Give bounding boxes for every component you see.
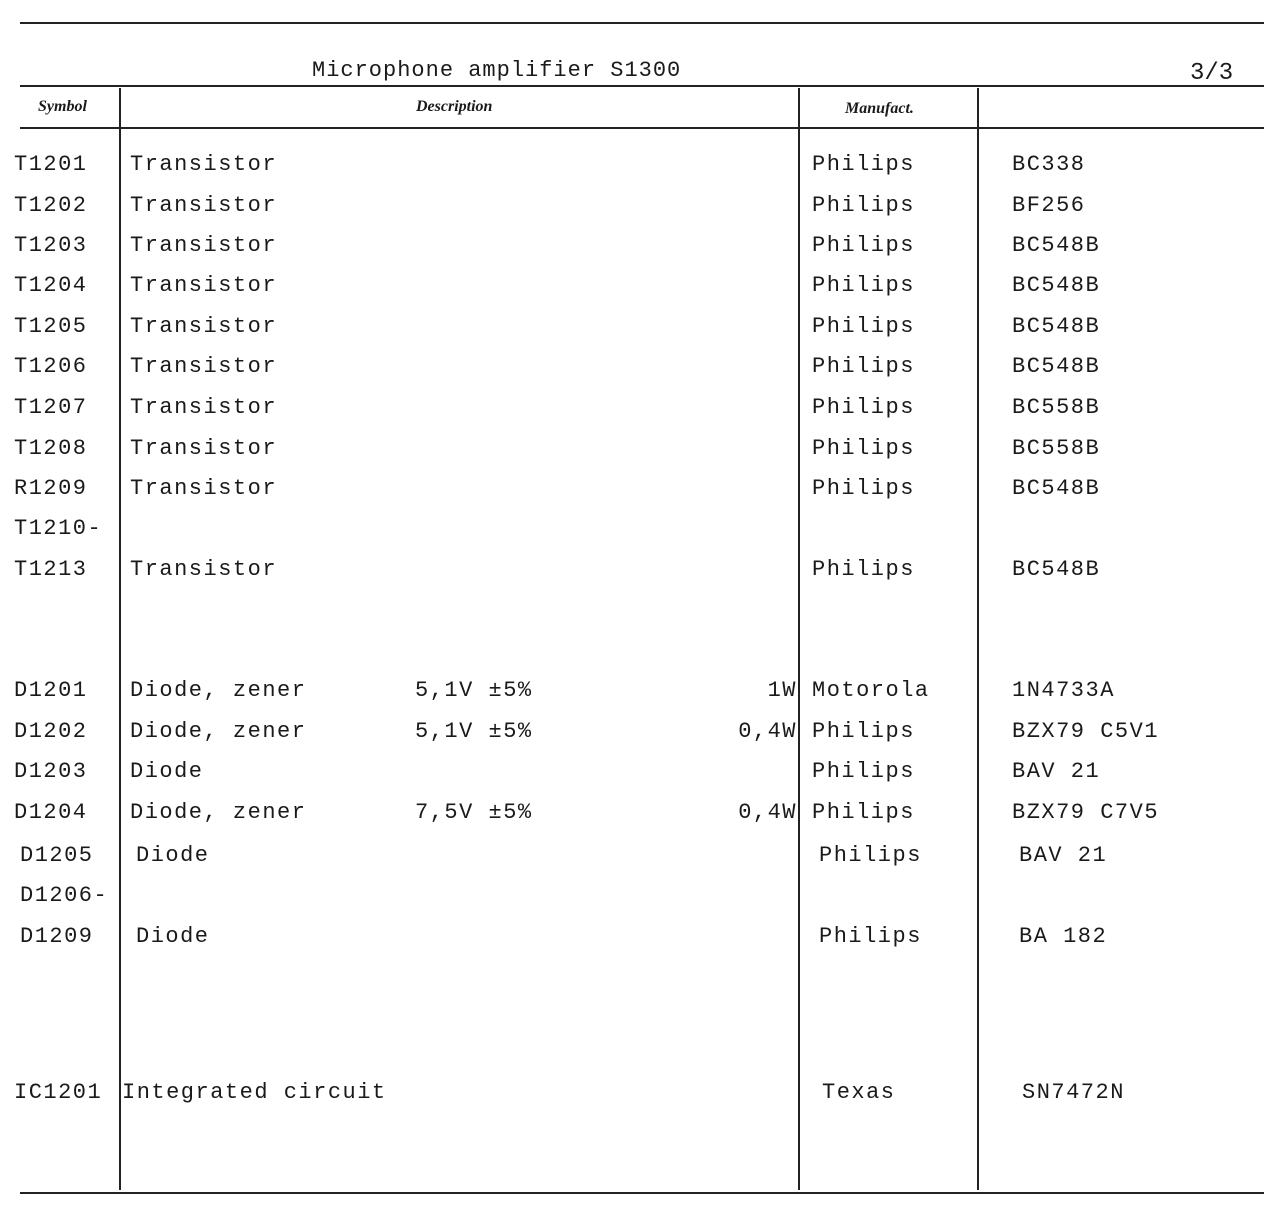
symbol-cell: R1209 bbox=[14, 476, 88, 501]
value-cell: 7,5V ±5% bbox=[415, 800, 533, 825]
symbol-cell: T1207 bbox=[14, 395, 88, 420]
manufacturer-cell: Philips bbox=[812, 800, 915, 825]
page-title: Microphone amplifier S1300 bbox=[312, 58, 682, 83]
manufacturer-cell: Philips bbox=[819, 843, 922, 868]
type-cell: BC548B bbox=[1012, 557, 1101, 582]
table-row bbox=[0, 354, 1282, 394]
type-cell: BC548B bbox=[1012, 314, 1101, 339]
manufacturer-cell: Philips bbox=[812, 476, 915, 501]
bottom-rule bbox=[20, 1192, 1264, 1194]
power-cell: 0,4W bbox=[738, 719, 797, 744]
table-row bbox=[0, 193, 1282, 233]
description-cell: Transistor bbox=[130, 152, 278, 177]
type-cell: 1N4733A bbox=[1012, 678, 1115, 703]
header-manufacturer: Manufact. bbox=[845, 100, 914, 117]
type-cell: BAV 21 bbox=[1012, 759, 1101, 784]
description-cell: Diode, zener bbox=[130, 719, 307, 744]
description-cell: Transistor bbox=[130, 354, 278, 379]
header-symbol: Symbol bbox=[38, 98, 87, 115]
type-cell: BF256 bbox=[1012, 193, 1086, 218]
table-row bbox=[0, 759, 1282, 799]
symbol-cell: T1204 bbox=[14, 273, 88, 298]
type-cell: BC558B bbox=[1012, 395, 1101, 420]
manufacturer-cell: Texas bbox=[822, 1080, 896, 1105]
table-row bbox=[0, 557, 1282, 597]
table-row bbox=[0, 152, 1282, 192]
manufacturer-cell: Philips bbox=[819, 924, 922, 949]
table-row bbox=[0, 233, 1282, 273]
header-rule bbox=[20, 127, 1264, 129]
table-row bbox=[0, 476, 1282, 516]
type-cell: SN7472N bbox=[1022, 1080, 1125, 1105]
description-cell: Transistor bbox=[130, 436, 278, 461]
symbol-cell: IC1201 bbox=[14, 1080, 103, 1105]
type-cell: BA 182 bbox=[1019, 924, 1108, 949]
power-cell: 1W bbox=[767, 678, 797, 703]
type-cell: BAV 21 bbox=[1019, 843, 1108, 868]
symbol-cell: T1213 bbox=[14, 557, 88, 582]
table-row bbox=[0, 1080, 1282, 1120]
manufacturer-cell: Philips bbox=[812, 193, 915, 218]
table-row bbox=[0, 436, 1282, 476]
manufacturer-cell: Philips bbox=[812, 759, 915, 784]
symbol-cell: D1209 bbox=[20, 924, 94, 949]
manufacturer-cell: Motorola bbox=[812, 678, 930, 703]
manufacturer-cell: Philips bbox=[812, 719, 915, 744]
title-rule bbox=[20, 85, 1264, 87]
symbol-cell: T1202 bbox=[14, 193, 88, 218]
description-cell: Integrated circuit bbox=[122, 1080, 387, 1105]
type-cell: BC548B bbox=[1012, 273, 1101, 298]
type-cell: BC558B bbox=[1012, 436, 1101, 461]
manufacturer-cell: Philips bbox=[812, 273, 915, 298]
symbol-cell: D1201 bbox=[14, 678, 88, 703]
manufacturer-cell: Philips bbox=[812, 557, 915, 582]
type-cell: BZX79 C5V1 bbox=[1012, 719, 1160, 744]
type-cell: BC548B bbox=[1012, 476, 1101, 501]
description-cell: Transistor bbox=[130, 476, 278, 501]
description-cell: Transistor bbox=[130, 395, 278, 420]
value-cell: 5,1V ±5% bbox=[415, 678, 533, 703]
table-row bbox=[0, 843, 1282, 883]
manufacturer-cell: Philips bbox=[812, 152, 915, 177]
symbol-cell: D1203 bbox=[14, 759, 88, 784]
type-cell: BC548B bbox=[1012, 354, 1101, 379]
symbol-cell: T1203 bbox=[14, 233, 88, 258]
description-cell: Diode bbox=[136, 924, 210, 949]
table-row bbox=[0, 273, 1282, 313]
symbol-cell: D1206- bbox=[20, 883, 109, 908]
symbol-cell: T1205 bbox=[14, 314, 88, 339]
symbol-cell: D1204 bbox=[14, 800, 88, 825]
top-rule bbox=[20, 22, 1264, 24]
value-cell: 5,1V ±5% bbox=[415, 719, 533, 744]
manufacturer-cell: Philips bbox=[812, 354, 915, 379]
description-cell: Transistor bbox=[130, 193, 278, 218]
manufacturer-cell: Philips bbox=[812, 395, 915, 420]
manufacturer-cell: Philips bbox=[812, 233, 915, 258]
description-cell: Diode bbox=[136, 843, 210, 868]
symbol-cell: T1206 bbox=[14, 354, 88, 379]
table-row bbox=[0, 924, 1282, 964]
table-row bbox=[0, 516, 1282, 556]
page-number: 3/3 bbox=[1190, 60, 1234, 87]
description-cell: Diode, zener bbox=[130, 678, 307, 703]
description-cell: Transistor bbox=[130, 233, 278, 258]
manufacturer-cell: Philips bbox=[812, 314, 915, 339]
description-cell: Transistor bbox=[130, 314, 278, 339]
table-row bbox=[0, 883, 1282, 923]
description-cell: Diode bbox=[130, 759, 204, 784]
type-cell: BC548B bbox=[1012, 233, 1101, 258]
description-cell: Diode, zener bbox=[130, 800, 307, 825]
type-cell: BZX79 C7V5 bbox=[1012, 800, 1160, 825]
type-cell: BC338 bbox=[1012, 152, 1086, 177]
symbol-cell: T1210- bbox=[14, 516, 103, 541]
power-cell: 0,4W bbox=[738, 800, 797, 825]
description-cell: Transistor bbox=[130, 273, 278, 298]
table-row bbox=[0, 800, 1282, 840]
symbol-cell: T1201 bbox=[14, 152, 88, 177]
symbol-cell: T1208 bbox=[14, 436, 88, 461]
table-row bbox=[0, 314, 1282, 354]
symbol-cell: D1205 bbox=[20, 843, 94, 868]
manufacturer-cell: Philips bbox=[812, 436, 915, 461]
table-row bbox=[0, 395, 1282, 435]
symbol-cell: D1202 bbox=[14, 719, 88, 744]
description-cell: Transistor bbox=[130, 557, 278, 582]
header-description: Description bbox=[416, 98, 493, 115]
table-row bbox=[0, 719, 1282, 759]
table-row bbox=[0, 678, 1282, 718]
